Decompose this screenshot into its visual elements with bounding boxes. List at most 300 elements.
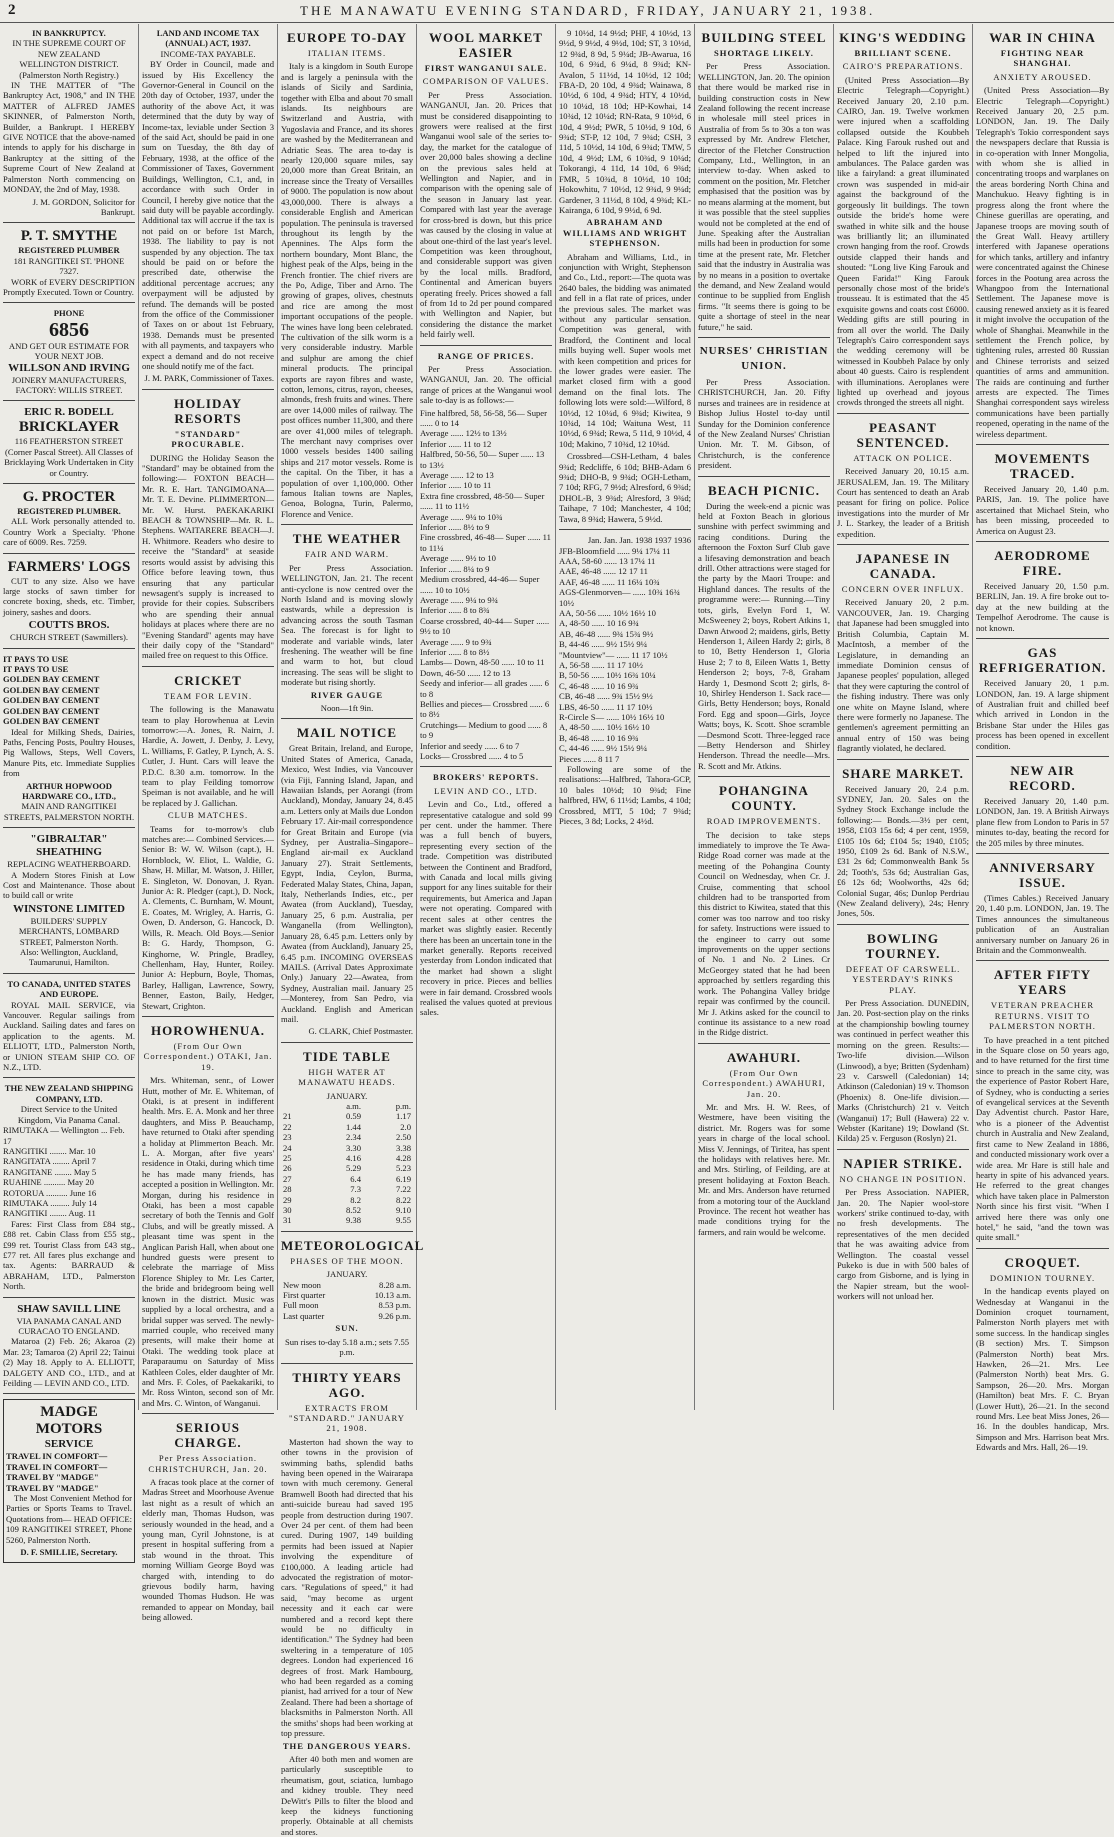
madge-advert bbox=[3, 1399, 135, 1562]
bowling-body: Per Press Association. DUNEDIN, Jan. 20. Post-section play on the rinks at the championship bowling tourney was continued in perfect weather this morning on the green. Results:— Two-life division.—Wilson (Linwood), a bye; Britten (Sydenham) 23 v. Carswell (Caledonian) 14; Atkinson (Caledonian) 19 v. Thomson (Phoenix) 8. One-life division.—Marks (Christchurch) 21 v. Veitch (Wanganui) 17; Bull (Hawera) 22 v. Webster (Karitane) 19; Dowland (St. Kilda) 25 v. Ferguson (Roslyn) 21. bbox=[837, 998, 969, 1144]
nz-shipping-body: Direct Service to the United Kingdom, Via Panama Canal. bbox=[17, 1104, 121, 1125]
tide-day: 31 bbox=[283, 1215, 292, 1226]
bankruptcy-heading: IN BANKRUPTCY. bbox=[32, 28, 106, 38]
price-row: Crutchings— Medium to good ...... 8 to 9 bbox=[420, 719, 548, 741]
comparison-row: CB, 46-48 ...... 9¾ 15½ 9½ bbox=[559, 691, 653, 702]
napier-sub: NO CHANGE IN POSITION. bbox=[839, 1173, 967, 1184]
price-row: Average ...... 9 to 9¾ bbox=[420, 636, 492, 647]
mail-sign: G. CLARK, Chief Postmaster. bbox=[308, 1026, 413, 1037]
tide-month: JANUARY. bbox=[326, 1090, 368, 1101]
met-heading: METEOROLOGICAL bbox=[281, 1237, 425, 1253]
weather-heading: THE WEATHER bbox=[292, 531, 402, 547]
wedding-body: (United Press Association—By Electric Telegraph—Copyright.) Received January 20, 2.10 p.m. CAIRO, Jan. 19. Twelve workmen were injured when a scaffolding collapsed outside the Koubbeh Palace. King Farouk rushed out and helped to lift the injured into ambulances. The Palace garden was like a fairyland: a great illuminated crown was suspended in mid-air against the background of the gorgeously lit buildings. The town outside the bride's home were swathed in white silk and the house was brilliantly lit; an illuminated crown hanging from the roof. Crowds outside clapped their hands and shouted: "Long live King Farouk and Queen Farida!" King Farouk personally chose most of the bride's trousseau. It is estimated that the 45 exquisite gowns and coats cost £6000. Wedding gifts are still pouring in from all over the world. The Daily Telegraph's Cairo correspondent says the wedding ceremony will be witnessed in Koubbeh Palace by only about 40 guests. Cairo is resplendent with illuminations. Aeroplanes were lighted up overhead and joyous crowds thronged the streets all night. bbox=[837, 74, 969, 408]
tide-am: 2.34 bbox=[345, 1132, 361, 1143]
divider bbox=[3, 302, 135, 303]
tide-am: 8.2 bbox=[350, 1194, 361, 1205]
tide-am: 1.44 bbox=[345, 1121, 361, 1132]
china-sub2: ANXIETY AROUSED. bbox=[993, 71, 1092, 82]
awahuri-heading: AWAHURI. bbox=[726, 1049, 802, 1065]
tide-pm: 2.0 bbox=[400, 1121, 411, 1132]
column-3 bbox=[278, 24, 425, 1837]
price-row: Extra fine crossbred, 48-50— Super ...... 11 to 11½ bbox=[420, 490, 545, 512]
tide-day: 25 bbox=[283, 1153, 292, 1163]
divider bbox=[976, 1248, 1109, 1249]
golden-bay-line: GOLDEN BAY CEMENT bbox=[3, 674, 100, 685]
fifty-sub: VETERAN PREACHER RETURNS. VISIT TO PALMERSTON NORTH. bbox=[989, 1000, 1096, 1032]
moon-heading: PHASES OF THE MOON. bbox=[290, 1255, 404, 1266]
price-row: Inferior ...... 10 to 11 bbox=[420, 480, 492, 491]
coutts-name: COUTTS BROS. bbox=[28, 619, 110, 632]
bankruptcy-body: IN THE MATTER of "The Bankruptcy Act, 1908," and IN THE MATTER of ALFRED JAMES SKINNER, of Palmerston North, Builder, a Bankrupt. I HEREBY GIVE NOTICE that the above-named intends to apply for his discharge in Bankruptcy at the sitting of the Supreme Court of New Zealand at Palmerston North commencing on MONDAY, the 2nd of May, 1938. bbox=[3, 80, 135, 195]
air-body: Received January 20, 1.40 p.m. LONDON, Jan. 19. A British Airways plane flew from London to Paris in 57 minutes to-day, beating the record for the 205 miles by three minutes. bbox=[976, 795, 1109, 848]
logs-heading: FARMERS' LOGS bbox=[7, 558, 131, 575]
nz-shipping-name: THE NEW ZEALAND SHIPPING COMPANY, LTD. bbox=[4, 1083, 134, 1104]
comparison-row: AA, 50-56 ...... 10½ 16½ 10 bbox=[559, 607, 656, 618]
tide-day: 24 bbox=[283, 1142, 292, 1153]
europe-heading: EUROPE TO-DAY bbox=[286, 30, 408, 45]
napier-body: Per Press Association. NAPIER, Jan. 20. The Napier wool-store workers' strike continued to-day, with no fresh developments. The representatives of the men decided that he was awaiting advice from Wellington. The coastal vessel Pukeko is due in with 500 bales of cargo from Gisborne, and is lying in the Napier stream, but the wool-workers will not unload her. bbox=[837, 1187, 969, 1302]
beach-body: During the week-end a picnic was held at Foxton Beach in glorious sunshine with perfect swimming and racing conditions. During the afternoon the Foxton Surf Club gave a lifesaving demonstration and beach drill. Other attractions were staged for the party by the Maori Troupe: and Highland dances. The results of the programme were:— Running.—Tiny tots, girls, Evelyn Ford 1, W. McSweeney 2; boys, Robert Atkins 1, Dawn Atwood 2; maidens, girls, Betty Henderson 1, Aileen Hardy 2; girls, 8 to 10, Betty Henderson 1, Gloria Huse 2; 7 to 8, Eileen Watts 1, Betty Henderson 2; boys, 7-8, Graham Hardy 1, Desmond Scott 2; girls, 8-10, Shirley Henderson 1. Sack race—Girls, Betty Henderson; boys, Ronald Ford. Egg and spoon—Girls, Joyce Watts; boys, K. Scott. Shoe scramble—Desmond Scott. Three-legged race—Betty Henderson and Shirley Henderson. Thread the needle—Mrs. R. Scott and Mr. Atkins. bbox=[698, 500, 830, 771]
holiday-heading: HOLIDAY RESORTS bbox=[174, 395, 242, 426]
fire-heading: AERODROME FIRE. bbox=[994, 548, 1091, 579]
column-1 bbox=[0, 24, 139, 1558]
moon-row bbox=[281, 1300, 413, 1310]
tide-heading: TIDE TABLE bbox=[303, 1048, 391, 1064]
columns bbox=[0, 24, 1114, 1837]
fire-body: Received January 20, 1.50 p.m. BERLIN, Jan. 19. A fire broke out to-day at the new building at the Tempelhof Aerodrome. The cause is not known. bbox=[976, 581, 1109, 633]
divider bbox=[3, 827, 135, 828]
divider bbox=[281, 1363, 413, 1364]
bodell-address: 116 FEATHERSTON STREET (Corner Pascal Street). All Classes of Bricklaying Work Undertaken in City or Country. bbox=[4, 436, 134, 478]
croquet-heading: CROQUET. bbox=[1004, 1254, 1081, 1270]
anniv-body: (Times Cables.) Received January 20, 1.40 p.m. LONDON, Jan. 19. The Times announces the simultaneous publication of an Australian anniversary number on January 26 in Britain and the Commonwealth. bbox=[976, 892, 1109, 955]
thirty-sub: EXTRACTS FROM "STANDARD." JANUARY 21, 1908. bbox=[288, 1402, 406, 1434]
divider bbox=[3, 1297, 135, 1298]
masthead-title: THE MANAWATU EVENING STANDARD, FRIDAY, JANUARY 21, 1938. bbox=[300, 3, 876, 18]
anniv-heading: ANNIVERSARY ISSUE. bbox=[989, 859, 1096, 890]
divider bbox=[837, 759, 969, 760]
moon-row bbox=[281, 1311, 413, 1321]
masthead bbox=[0, 0, 1114, 23]
abraham-body: Abraham and Williams, Ltd., in conjunction with Wright, Stephenson and Co., Ltd., report:—The quota was 2640 bales, the bidding was animated and fell in a flat rate of prices, under the previous sales. The market was without any particular sensation. Competition was general, with Bradford, the Continent and local mills buying well. Super wools met with keen competition and prices for the lower grades were easier. The market closed firm with a good demand on the final lots. The following lots were sold:—Wilford, 8 10½d, 12 10¼d, 6 9¾d; Kiwitea, 9 10¾d, 14 10d; Waituna West, 11 10½d, 6 9¾d; Rewa, 5 11d, 9 10½d, 4 10d; Makino, 7 10¾d, 12 10¼d. bbox=[559, 251, 691, 449]
procter-name: G. PROCTER bbox=[22, 489, 116, 505]
smythe-address: 181 RANGITIKEI ST. 'PHONE 7327. bbox=[13, 255, 125, 277]
horowhenua-heading: HOROWHENUA. bbox=[151, 1022, 265, 1038]
column-5 bbox=[556, 24, 695, 1410]
tide-pm: 8.22 bbox=[395, 1194, 411, 1205]
moon-table bbox=[281, 1280, 413, 1322]
sailing-row: ROTORUA .......... June 16 bbox=[3, 1187, 97, 1198]
divider bbox=[837, 413, 969, 414]
bowling-sub: DEFEAT OF CARSWELL. YESTERDAY'S RINKS PLAY. bbox=[845, 963, 961, 995]
tide-col-head bbox=[281, 1101, 314, 1111]
tide-table bbox=[281, 1101, 413, 1226]
price-row: Average ...... 12½ to 13½ bbox=[420, 428, 507, 439]
tide-day: 22 bbox=[283, 1121, 292, 1132]
danger-heading: THE DANGEROUS YEARS. bbox=[282, 1740, 412, 1751]
savill-name: SHAW SAVILL LINE bbox=[17, 1302, 121, 1315]
madge-sign: D. F. SMILLIE, Secretary. bbox=[20, 1547, 118, 1558]
phone-label: PHONE bbox=[53, 308, 85, 319]
nurses-body: Per Press Association. CHRISTCHURCH, Jan. 20. Fifty nurses and trainees are in residence at Bishop Julius Hostel to-day until Sunday for the Dominion conference of the New Zealand Nurses' Christian Union. Mr. T. M. Gibson, of Christchurch, is the conference president. bbox=[698, 376, 830, 471]
sailing-row: RANGITIKI ........ Aug. 11 bbox=[3, 1208, 96, 1219]
bankruptcy-sign: J. M. GORDON, Solicitor for Bankrupt. bbox=[32, 196, 135, 217]
phone-number: 6856 bbox=[49, 318, 89, 341]
savill-sub: VIA PANAMA CANAL AND CURACAO TO ENGLAND. bbox=[16, 1315, 122, 1336]
gas-heading: GAS REFRIGERATION. bbox=[978, 645, 1107, 676]
madge-line: TRAVEL BY "MADGE" bbox=[6, 1472, 99, 1483]
croquet-sub: DOMINION TOURNEY. bbox=[989, 1272, 1096, 1283]
moon-phase: Last quarter bbox=[283, 1310, 325, 1321]
peasant-heading: PEASANT SENTENCED. bbox=[856, 419, 950, 450]
pohangina-body: The decision to take steps immediately to improve the Te Awa-Ridge Road corner was made at the meeting of the Pohangina County Council on Wednesday, when Cr. J. Cruise, commenting that school children had to be transported from this district to Kiwitea, stated that this comer was too narrow and too risky for safety. Instructions were issued to the engineer to carry out some improvements on the upper sections of No. 1 and No. 2 Lines. Cr McGeorgey stated that he had been approached by settlers regarding this work. The Pohangina Valley bridge repair was confirmed by the council. Mr J. Atkins asked for the council to continue its assistance to a new road in the Ridge district. bbox=[698, 829, 830, 1038]
moon-time: 8.28 a.m. bbox=[379, 1279, 411, 1290]
holiday-sub: "STANDARD" PROCURABLE. bbox=[171, 428, 245, 450]
golden-bay-body: Ideal for Milking Sheds, Dairies, Paths, Fencing Posts, Poultry Houses, Pig Wallows, Steps, Well Covers, Manure Pits, etc. Immediate Supplies from bbox=[3, 726, 135, 779]
bankruptcy-court: IN THE SUPREME COURT OF NEW ZEALAND bbox=[12, 38, 126, 59]
tide-am: 3.30 bbox=[345, 1142, 361, 1153]
sailing-row: RANGITIKI ........ Mar. 10 bbox=[3, 1145, 96, 1156]
club-body: Teams for to-morrow's club matches are:— Combined Services.—Senior B: W. W. Wilson (capt.), H. Hornblock, W. Eliot, L. Waldie, G. Shaw, H. Millar, M. Watson, J. Hiller, E. Singleton, W. Donovan, J. Ryan. Junior A: R. Pledger (capt.), D. Nock, A. Clements, C. Burnham, W. Mount, E. Coates, M. Wrigley, A. Harris, G. Owen, D. Anderson, G. Hancock, D. Wills, R. Meach. Old Boys.—Senior B: G. Hardy, Thompson, G. Kinghorne, W. Pringle, Bradley, Chellenham, Hay, Hunter, Roiley. Junior A: Hepburn, Boyle, Thomas, Barley, Halligan, Lawrence, Sowry, Benner, Easton, Baily, Hedger, Stewart, Crighton. bbox=[142, 823, 274, 1011]
fifty-heading: AFTER FIFTY YEARS bbox=[993, 967, 1092, 998]
tide-row bbox=[281, 1215, 413, 1225]
moon-phase: First quarter bbox=[283, 1290, 326, 1301]
winstone-name: WINSTONE LIMITED bbox=[13, 902, 125, 915]
divider bbox=[3, 648, 135, 649]
comparison-row: JFB-Bloomfield ...... 9¼ 17¼ 11 bbox=[559, 545, 671, 556]
price-row: Lambs— Down, 48-50 ...... 10 to 11 bbox=[420, 657, 545, 668]
tide-pm: 1.17 bbox=[395, 1111, 411, 1122]
tide-day: 26 bbox=[283, 1163, 292, 1174]
tide-sub: HIGH WATER AT MANAWATU HEADS. bbox=[298, 1066, 396, 1088]
comparison-row: R-Circle S— ...... 10½ 16½ 10 bbox=[559, 712, 665, 722]
winstone-address: Also: Wellington, Auckland, Taumarunui, Hamilton. bbox=[20, 947, 118, 968]
tide-am: 9.38 bbox=[345, 1215, 361, 1226]
japanese-sub: CONCERN OVER INFLUX. bbox=[841, 584, 965, 595]
tide-col-head: a.m. bbox=[346, 1100, 361, 1111]
willson-trade: JOINERY MANUFACTURERS, FACTORY: WILLIS STREET. bbox=[11, 374, 127, 395]
gibraltar-tag: REPLACING WEATHERBOARD. bbox=[7, 859, 131, 870]
weather-body: Per Press Association. WELLINGTON, Jan. 21. The recent anti-cyclone is now centred over the North Island and is moving slowly eastwards, while a depression is advancing across the south Tasman Sea. The forecast is for light to moderate and variable winds, later freshening. The weather will be fine and warm to hot, but cloud increasing. The seas will be slight to moderate but rising shortly. bbox=[281, 562, 413, 688]
smythe-body: WORK of EVERY DESCRIPTION Promptly Executed. Town or Country. bbox=[3, 276, 135, 297]
comparison-row: B, 50-56 ...... 10½ 16¾ 10¼ bbox=[559, 670, 656, 681]
price-row: Average ...... 12 to 13 bbox=[420, 470, 494, 481]
range-heading: RANGE OF PRICES. bbox=[437, 350, 535, 361]
golden-bay-line: GOLDEN BAY CEMENT bbox=[3, 716, 100, 727]
willson-intro: AND GET OUR ESTIMATE FOR YOUR NEXT JOB. bbox=[8, 340, 130, 362]
tide-pm: 7.22 bbox=[395, 1184, 411, 1195]
share-body: Received January 20, 2.4 p.m. SYDNEY, Jan. 20. Sales on the Sydney Stock Exchange include the following:— Bonds.—3½ per cent, 1958, £103 15s 6d; 4 per cent, 1959, £105 10s 6d; £104 5s; 1940, £105; 1950, £109 2s 6d. Bank of N.S.W., £31 2s 6d; Commonwealth Bank 5s 2d; Tooth's, 53s 6d; Australian Gas, £6 12s 6d; Woolworths, 42s 6d; Colonial Sugar, 46s; Dunlop Perdriau (New Zealand delivery), 24s; Henry Jones, 50s. bbox=[837, 783, 969, 919]
divider bbox=[3, 222, 135, 223]
divider bbox=[420, 766, 552, 767]
tide-pm: 4.28 bbox=[395, 1153, 411, 1163]
madge-lines bbox=[6, 1451, 132, 1493]
moon-month: JANUARY. bbox=[326, 1269, 368, 1280]
canada-body: ROYAL MAIL SERVICE, via Vancouver. Regular sailings from Auckland. Sailing dates and fares on application to the agents. M. ELLIOTT, LTD., Palmerston North, or UNION STEAM SHIP CO. OF N.Z., LTD. bbox=[3, 999, 135, 1073]
tide-am: 5.29 bbox=[345, 1163, 361, 1174]
price-row: Bellies and pieces— Crossbred ...... 6 to 8½ bbox=[420, 698, 550, 720]
price-row: Down, 46-50 ...... 12 to 13 bbox=[420, 667, 511, 678]
golden-bay-line: IT PAYS TO USE bbox=[3, 653, 69, 664]
china-heading: WAR IN CHINA bbox=[989, 30, 1096, 45]
tax-body: BY Order in Council, made and issued by His Excellency the Governor-General in Council on the 20th day of October, 1937, under the authority of the above Act, it was determined that the duty by way of Income-tax, leviable under Section 3 of the said Act, should be paid in one sum on Tuesday, the 8th day of February, 1938, at the office of the Commissioner of Taxes, Government Buildings, Wellington, C.1, and, in accordance with such Order in Council, I hereby give notice that the said duty will be payable accordingly. Additional tax will accrue if the tax is not paid on or before 1st March, 1938. The liability to pay is not suspended by any objection. The tax should be paid on or before the prescribed date, otherwise the additional percentage accrues; any overpayment will be adjusted by refund. The demands will be posted from the office of the Commissioner of Taxes on or about 1st February, 1938. Demands must be presented with all payments, and taxpayers who expect a demand and do not receive one should notify me of the fact. bbox=[142, 59, 274, 371]
moon-time: 10.13 a.m. bbox=[374, 1290, 411, 1301]
moon-time: 8.53 p.m. bbox=[378, 1300, 411, 1311]
bankruptcy-district: WELLINGTON DISTRICT. bbox=[19, 59, 119, 70]
price-row: Average ...... 9¼ to 9¾ bbox=[420, 594, 499, 605]
comparison-row: C, 46-48 ...... 10 16 9¾ bbox=[559, 680, 639, 691]
tide-row bbox=[281, 1122, 413, 1132]
tide-row bbox=[281, 1163, 413, 1173]
wool-sub: FIRST WANGANUI SALE. bbox=[424, 63, 548, 73]
comparison-table-title: Jan. Jan. Jan. 1938 1937 1936 bbox=[587, 535, 691, 546]
cricket-body: The following is the Manawatu team to play Horowhenua at Levin tomorrow:—A. Jones, R. Nairn, J. Hardie, A. Jowett, J. Denby, J. Levy, L. Williams, F. Gatley, P. Lynch, A. S. Cutler, J. Hunt. Cars will leave the P.D.C. 8.30 a.m. tomorrow. In the team to play Feilding tomorrow Speiman is not available, and he will be replaced by J. Gallichan. bbox=[142, 704, 274, 808]
napier-heading: NAPIER STRIKE. bbox=[843, 1155, 963, 1171]
tide-row bbox=[281, 1195, 413, 1205]
tax-sub: INCOME-TAX PAYABLE. bbox=[160, 48, 256, 59]
danger-body: After 40 both men and women are particularly susceptible to rheumatism, gout, sciatica, lumbago and kidney trouble. They need DeWitt's Pills to filter the blood and keep the kidneys functioning properly. Obtainable at all chemists and stores. bbox=[281, 1753, 413, 1837]
abraham-heading: ABRAHAM AND WILLIAMS AND WRIGHT STEPHENSON. bbox=[562, 217, 688, 249]
divider bbox=[976, 756, 1109, 757]
comparison-row: B, 44-46 ...... 9½ 15½ 9¼ bbox=[559, 639, 648, 650]
divider bbox=[3, 973, 135, 974]
procter-body: ALL Work personally attended to. Country Work a Specialty. 'Phone care of 6009. Res. 7259. bbox=[3, 516, 135, 548]
horowhenua-sub: (From Our Own Correspondent.) OTAKI, Jan. 19. bbox=[143, 1040, 273, 1072]
price-row: Fine halfbred, 58, 56-58, 56— Super ...... 0 to 14 bbox=[420, 407, 547, 428]
comparison-row: B, 46-48 ...... 10 16 9¾ bbox=[559, 732, 639, 743]
pohangina-sub: ROAD IMPROVEMENTS. bbox=[706, 816, 822, 827]
price-row: Locks— Crossbred ...... 4 to 5 bbox=[420, 751, 524, 761]
japanese-heading: JAPANESE IN CANADA. bbox=[855, 551, 951, 582]
divider bbox=[142, 666, 274, 667]
price-row: Inferior and seedy ...... 6 to 7 bbox=[420, 740, 520, 751]
mail-heading: MAIL NOTICE bbox=[296, 725, 398, 741]
comparison-row: "Mountview"— ...... 11 17 10½ bbox=[559, 649, 668, 660]
column-8 bbox=[973, 24, 1112, 1453]
golden-bay-line: GOLDEN BAY CEMENT bbox=[3, 695, 100, 706]
thirty-body: Masterton had shown the way to other towns in the provision of swimming baths, splendid baths having been opened in the Wairarapa town with much ceremony. General Bramwell Booth had directed that his anti-suicide bureau had saved 195 people from destruction during 1907. Over 24 per cent. of them had been cured. During 1907, 149 building permits had been issued at Napier involving the expenditure of £100,000. A leading article had advocated the registration of motor-cars. "Regulations of speed," it had said, "may become as urgent necessity and it each car were numbered and a record kept there would be no difficulty in identification." The Sydney had been sweltering in a temperature of 105 degrees. London had experienced 16 degrees of frost. Mark Hambourg, who had been regarded as a coming pianist, had arrived for a tour of New Zealand. There had been a shortage of blacksmiths in Palmerston North. All the smiths' shops had been working at top pressure. bbox=[281, 1436, 413, 1739]
sailing-row: RIMUTAKA ......... July 14 bbox=[3, 1197, 97, 1208]
price-list bbox=[420, 408, 552, 762]
steel-sub: SHORTAGE LIKELY. bbox=[714, 48, 814, 58]
tide-pm: 9.55 bbox=[395, 1215, 411, 1226]
sailing-row: RANGITANE ........ May 5 bbox=[3, 1166, 97, 1177]
moon-time: 9.26 p.m. bbox=[378, 1310, 411, 1321]
wedding-sub: BRILLIANT SCENE. bbox=[854, 48, 952, 58]
price-row: Halfbred, 50-56, 50— Super ...... 13 to 13½ bbox=[420, 449, 545, 470]
savill-body: Mataroa (2) Feb. 26; Akaroa (2) Mar. 23; Tamaroa (2) April 22; Tainui (2) May 18. Apply to A. ELLIOTT, DALGETY AND CO., LTD., and at Feilding — LEVIN AND CO., LTD. bbox=[3, 1336, 135, 1389]
comparison-row: A, 56-58 ...... 11 17 10½ bbox=[559, 659, 643, 670]
tide-pm: 6.19 bbox=[395, 1173, 411, 1184]
mail-body: Great Britain, Ireland, and Europe, United States of America, Canada, Mexico, West Indies, via Vancouver (via Fiji, Fanning Island, Japan, and Hawaiian Islands, per Aorangi (from Auckland), Monday, January 24, 8.45 a.m. Letters only at Mails due London February 17. Air-mail correspondence for Great Britain and Europe (via Sydney, per Australia–Singapore–England air-mail ex Auckland January 27). Strait Settlements, Egypt, India, Ceylon, Burma, Federated Malay States, China, Japan, Italy, Netherlands Indies, etc., per Awatea (from Auckland), Tuesday, January 25, 6 p.m. Australia, per Wanganella (from Wellington), January 28, 6.45 p.m. Letters only by Awatea (from Auckland), January 25, 6.45 p.m. INCOMING OVERSEAS MAILS. (Arrival Dates Approximate Only.) January 22—Awatea, from Sydney, Australian mail. January 25—Monterey, from San Pedro, via Auckland. English and American mail. bbox=[281, 743, 413, 1024]
bodell-name: ERIC R. BODELL bbox=[24, 406, 114, 419]
wool-body: Per Press Association. WANGANUI, Jan. 20. Prices that must be considered disappointing to growers were realised at the first Wanganui wool sale of the series to-day, the market for the catalogue of over 20,000 bales showing a decline on the previous sales held at Wellington and Napier, and in comparison with the opening sale of the season in January last year. Compared with last year the average for cross-bred is down, but this price was caused by the closing in value at about one-third of the last year's level. Competition was keen throughout, and considerable support was given by the local mills. Bradford, Continental and American buyers operating freely. Prices showed a fall of from 1d to 2d per pound compared with Wellington and Napier, but considering the distance the market held fairly well. bbox=[420, 89, 552, 340]
divider bbox=[281, 1231, 413, 1232]
tide-am: 0.59 bbox=[345, 1111, 361, 1122]
price-row: Inferior ...... 8 to 8¾ bbox=[420, 605, 490, 616]
serious-sub: Per Press Association. CHRISTCHURCH, Jan. 20. bbox=[148, 1453, 268, 1474]
price-row: Fine crossbred, 46-48— Super ...... 11 to 11¼ bbox=[420, 532, 551, 553]
column-6 bbox=[695, 24, 834, 1410]
divider bbox=[698, 776, 830, 777]
weather-sub: FAIR AND WARM. bbox=[304, 549, 390, 560]
sun-body: Sun rises to-day 5.18 a.m.; sets 7.55 p.m. bbox=[284, 1336, 410, 1358]
tide-row bbox=[281, 1111, 413, 1121]
procter-trade: REGISTERED PLUMBER. bbox=[17, 506, 121, 516]
comparison-row: AGS-Glenmorven— ...... 10¾ 16¾ 10½ bbox=[559, 587, 681, 608]
willson-name: WILLSON AND IRVING bbox=[8, 361, 130, 374]
brokers-heading: BROKERS' REPORTS. bbox=[433, 772, 539, 783]
divider bbox=[698, 337, 830, 338]
moon-phase: New moon bbox=[283, 1279, 321, 1290]
sailings-body: Fares: First Class from £84 stg., £88 ret. Cabin Class from £55 stg., £99 ret. Tourist Class from £43 stg., £77 ret. All fares plus exchange and tax. Agents: BARRAUD & ABRAHAM, LTD., Palmerston North. bbox=[3, 1218, 135, 1292]
fifty-body: To have preached in a tent pitched in the Square close on 50 years ago, and to have returned for the first time since to preach in the same city, was the experience of Pastor Robert Hare, of Sydney, who is conducting a series of evangelical services at the Seventh Day Adventist church. Pastor Hare, who is a pioneer of the Adventist church in Australia and New Zealand, first came to New Zealand in 1886, and conducted missionary work over a wide area. Mr Hare is still hale and hearty in spite of his advanced years. He referred to the great changes which have taken place in Palmerston North since his first visit. "When I arrived here there was only one hotel," he said, "and the town was quite small." bbox=[976, 1034, 1109, 1243]
coutts-address: CHURCH STREET (Sawmillers). bbox=[9, 632, 128, 643]
horowhenua-body: Mrs. Whiteman, senr., of Lower Hutt, mother of Mr. E. Whiteman, of Otaki, is at present in indifferent health. Mrs. E. A. Monk and her three daughters, and Miss P. Beauchamp, have returned to Otaki after spending a holiday at Plimmerton Beach. Mr. L. A. Morgan, after five years' residence in Otaki, during which time he has made many friends, has accepted a position in Wellington. Mr. Morgan, during his residence in Otaki, has been a most capable secretary of both the Tennis and Golf Clubs, and will be greatly missed. A pleasant time was spent in the Anglican Parish Hall, when about one hundred guests were present to celebrate the marriage of Miss Florence Shipley to Mr. Les Carter, the bride and bridegroom being well known in the district. Music was supplied by a local orchestra, and a bridal supper was served. The newly-married couple, who received many presents, will make their home at Otaki. The wedding took place at Paraparaumu on Saturday of Miss Kathleen Coles, elder daughter of Mr. and Mrs. F. Coles, of Paekakariki, to Mr. Ross Winton, second son of Mr. and Mrs. C. Winton, of Wanganui. bbox=[142, 1075, 274, 1408]
price-row: Inferior ...... 8 to 8½ bbox=[420, 646, 490, 657]
serious-heading: SERIOUS CHARGE. bbox=[174, 1420, 242, 1451]
divider bbox=[698, 1043, 830, 1044]
brokers-sub: LEVIN AND CO., LTD. bbox=[434, 785, 538, 796]
column-7 bbox=[834, 24, 973, 1410]
tide-row bbox=[281, 1153, 413, 1163]
hopwood-address: MAIN AND RANGITIKEI STREETS, PALMERSTON NORTH. bbox=[3, 801, 135, 822]
divider bbox=[3, 1393, 135, 1394]
sailings-list bbox=[3, 1125, 135, 1219]
closing-body: Following are some of the realisations:—Halfbred, Tahora-GCP, 10 bales 10½d; 10 9¾d; Fine halfbred, HW, 6 11½d; Lambs, 4 10d; Crossbred, MTT, 5 10d; 7 9¾d; Pieces, 3 8d; Locks, 2 4½d. bbox=[559, 764, 691, 827]
hopwood-name: ARTHUR HOPWOOD HARDWARE CO., LTD., bbox=[22, 780, 116, 801]
column-4 bbox=[417, 24, 556, 1410]
tide-day: 23 bbox=[283, 1132, 292, 1143]
china-body: (United Press Association—By Electric Telegraph—Copyright.) Received January 20, 2.5 p.m. LONDON, Jan. 19. The Daily Telegraph's Tokio correspondent says the newspapers declare that Russia is in co-operation with Inner Mongolia, with whom she is allied in concentrating troops and warplanes on the areas bordering North China and Manchukuo. Heavy fighting is in progress along the front where the Chinese guerillas are operating, and Japanese troops are moving south of the Great Wall. Heavy artillery interfered with Japanese operations for which tanks, artillery and infantry were concentrated against the Chinese forces in the Pootung area across the Whangpoo from the International Settlement. The Japanese move is causing renewed anxiety as it is feared it might involve the occupation of the whole of Shanghai. Meanwhile in the settlement the French police, by tightening rules, arrested 80 Russian and Chinese terrorists and seized quantities of arms and ammunition. The raids are continuing and further arrests are expected. The Times Shanghai correspondent says wireless communications have been partially reopened, operating in the name of the wireless department. bbox=[976, 85, 1109, 439]
sailing-row: RUAHINE .......... May 20 bbox=[3, 1177, 94, 1188]
tide-am: 7.3 bbox=[350, 1184, 361, 1195]
divider bbox=[698, 476, 830, 477]
price-row: Inferior ...... 8¼ to 9 bbox=[420, 563, 490, 574]
divider bbox=[281, 718, 413, 719]
air-heading: NEW AIR RECORD. bbox=[1009, 762, 1076, 793]
tax-sign: J. M. PARK, Commissioner of Taxes. bbox=[144, 373, 274, 384]
croquet-body: In the handicap events played on Wednesday at Wanganui in the Dominion croquet tournament, Palmerston North players met with some success. In the handicap singles (B section) Mrs. T. Simpson (Palmerston North) beat Mrs. Hawken, 26—21. Mrs. Lee (Palmerston North) beat Mrs. G. Sampson, 26—20. Mrs. Morgan (Hamilton) beat Mrs. F. C. Bryan (Lower Hutt), 26—21. In the second round Mrs. Lee beat Miss Jones, 26—16. In the doubles handicap, Mrs. Simpson and Mrs. Harrison beat Mrs. Edwards and Mrs. Hall, 26—19. bbox=[976, 1286, 1109, 1453]
holiday-body: DURING the Holiday Season the "Standard" may be obtained from the following:— FOXTON BEACH—Mr. R. E. Hart. TANGIMOANA—Mr. T. E. Devine. PLIMMERTON—Mr. W. Hurst. PAEKAKARIKI BEACH & TOWNSHIP—Mr. R. L. Stephens. WAITARERE BEACH—J. H. Whitmore. Readers who desire to receive the "Standard" at seaside resorts would assist by advising this Office before leaving town, thus ensuring that any particular newsagent's supply is increased to provide for their copies. Subscribers who are spending their annual holidays at places where there are no "Evening Standard" agents may have their daily copy of the "Standard" mailed free on request to this Office. bbox=[142, 452, 274, 661]
moon-phase: Full moon bbox=[283, 1300, 319, 1311]
wool-heading: WOOL MARKET EASIER bbox=[429, 30, 543, 60]
china-sub: FIGHTING NEAR SHANGHAI. bbox=[1000, 48, 1085, 69]
canada-heading: TO CANADA, UNITED STATES AND EUROPE. bbox=[7, 978, 131, 1000]
lots-body: 9 10½d, 14 9½d; PHF, 4 10½d, 13 9½d, 9 9½d, 4 9½d, 10d; ST, 3 10½d, 12 9¾d, 8 9d, 5 9¼d; JB-Awarua, 16 10d, 6 9¾d, 6 9¼d, 8 9¾d; KN-Avalon, 5 11½d, 14 10½d, 12 10d; FBA-D, 20 10d, 4 9¾d; Wainawa, 8 10½d, 6 10d, 4 9¾d; HTY, 4 10½d, 10 10¼d, 18 10d; HP-Kowhai, 14 10¾d, 12 10¼d; RN-Rata, 9 10½d, 6 10d, 4 9½d; PWR, 5 10½d, 9 10d, 6 9¾d; ST-P, 12 10d, 7 9¾d; CSH, 3 11d, 5 10½d, 14 10d, 6 9¾d; TMW, 5 10d, 4 9½d; LM, 6 10¾d, 9 10¼d; Tokorangi, 4 11d, 14 10d, 6 9¾d; FMR, 5 10¾d, 8 10½d, 10 10d; Hokowhitu, 7 10½d, 12 9¾d, 9 9¼d; Gardener, 3 11½d, 8 10d, 4 9¾d; KL-Kairanga, 6 10d, 9 9½d, 6 9d. bbox=[559, 28, 691, 215]
madge-line: TRAVEL BY "MADGE" bbox=[6, 1482, 99, 1493]
peasant-sub: ATTACK ON POLICE. bbox=[853, 452, 953, 463]
tide-day: 27 bbox=[283, 1173, 292, 1184]
serious-body: A fracas took place at the corner of Madras Street and Moorhouse Avenue last night as a result of which an elderly man, Thomas Hudson, was seriously wounded in the head, and a young man, Cyril Johnstone, is at present in hospital suffering from a stab wound in the throat. This morning William George Boyd was charged with, intending to do grievous bodily harm, having wounded Thomas Hudson. He was remanded to appear on Monday, bail being allowed. bbox=[142, 1476, 274, 1623]
divider bbox=[976, 638, 1109, 639]
movements-body: Received January 20, 1.40 p.m. PARIS, Jan. 19. The police have ascertained that Michael Stein, who has been missing, proceeded to America on August 23. bbox=[976, 484, 1109, 536]
cricket-heading: CRICKET bbox=[174, 672, 242, 688]
divider bbox=[281, 524, 413, 525]
thirty-heading: THIRTY YEARS AGO. bbox=[292, 1369, 402, 1400]
sailing-row: RIMUTAKA — Wellington ... Feb. 17 bbox=[3, 1125, 125, 1146]
comparison-row: LBS, 46-50 ...... 11 17 10½ bbox=[559, 701, 653, 712]
column-2 bbox=[139, 24, 278, 1623]
price-row: Average ...... 9¼ to 10¾ bbox=[420, 511, 503, 522]
river-reading: Noon—1ft 9in. bbox=[320, 702, 374, 713]
divider bbox=[837, 1149, 969, 1150]
comparison-row: C, 44-46 ...... 9½ 15½ 9¼ bbox=[559, 743, 648, 754]
divider bbox=[976, 853, 1109, 854]
gibraltar-body: A Modern Stores Finish at Low Cost and Maintenance. Those about to build call or write bbox=[3, 869, 135, 901]
europe-sub: ITALIAN ITEMS. bbox=[307, 48, 387, 58]
comparison-row: AAE, 46-48 ...... 12 17 11 bbox=[559, 566, 648, 577]
comparison-table bbox=[559, 546, 691, 765]
tide-row bbox=[281, 1132, 413, 1142]
winstone-trade: BUILDERS' SUPPLY MERCHANTS, LOMBARD STREET, Palmerston North. bbox=[18, 915, 120, 947]
logs-body: CUT to any size. Also we have large stocks of sawn timber for concrete boxing, sheds, etc. Timber, joinery, sashes and doors. bbox=[3, 575, 135, 617]
tide-pm: 3.38 bbox=[395, 1142, 411, 1153]
price-row: Coarse crossbred, 40-44— Super ...... 9½ to 10 bbox=[420, 615, 550, 637]
divider bbox=[837, 544, 969, 545]
steel-body: Per Press Association. WELLINGTON, Jan. 20. The opinion that there would be marked rise in building construction costs in New Zealand following the recent increase in wholesale mill steel prices in Australia of from 5s to 30s a ton was expressed by Mr. Andrew Fletcher, director of the Fletcher Construction Company, Ltd., Wellington, in an interview to-day. When asked to comment on the position, Mr. Fletcher emphasised that the position was by no means alarming at the moment, but it was possible that the steel supplies would not be completed at the end of June. Speaking after the Australian mills had been in production for some time at the present rate, Mr. Fletcher said that the industry in Australia was by no means in a position to overtake the demand, and New Zealand would continue to be supplied from English firms. "It seems there is going to be quite a shortage of steel in the near future," he said. bbox=[698, 61, 830, 332]
golden-bay-line: GOLDEN BAY CEMENT bbox=[3, 684, 100, 695]
comparison-row: Pieces ...... 8 11 7 bbox=[559, 753, 620, 764]
tide-pm: 2.50 bbox=[395, 1132, 411, 1143]
madge-service: SERVICE bbox=[44, 1438, 94, 1451]
comparison-row: AAF, 46-48 ...... 11 16¼ 10¾ bbox=[559, 576, 660, 587]
page-number: 2 bbox=[8, 2, 16, 18]
gibraltar-name: "GIBRALTAR" SHEATHING bbox=[30, 833, 108, 859]
tide-row bbox=[281, 1205, 413, 1215]
divider bbox=[420, 345, 552, 346]
nurses-heading: NURSES' CHRISTIAN UNION. bbox=[699, 344, 829, 372]
divider bbox=[3, 400, 135, 401]
awahuri-sub: (From Our Own Correspondent.) AWAHURI, Jan. 20. bbox=[702, 1067, 826, 1099]
awahuri-body: Mr. and Mrs. H. W. Rees, of Westmere, have been visiting the district. Mr. Rogers was for some years in charge of the local school. Miss V. Jennings, of Tiritea, has spent the holidays with relatives here. Mr. and Mrs. Stirling, of Feilding, are at present holidaying at Foxton Beach. Mr. and Mrs. Anderson have returned from a motoring tour of the Auckland Province. The recent hot weather has made conditions trying for the farmers, and rain would be welcome. bbox=[698, 1101, 830, 1237]
tide-row bbox=[281, 1174, 413, 1184]
bowling-heading: BOWLING TOURNEY. bbox=[865, 930, 941, 961]
smythe-name: P. T. SMYTHE bbox=[20, 228, 118, 245]
divider bbox=[142, 1016, 274, 1017]
tide-am: 6.4 bbox=[350, 1173, 361, 1184]
madge-body: The Most Convenient Method for Parties or Sports Teams to Travel. Quotations from— HEAD OFFICE: 109 RANGITIKEI STREET, Phone 5260, Palmerston North. bbox=[6, 1493, 132, 1545]
divider bbox=[559, 529, 691, 530]
wool-sub2: COMPARISON OF VALUES. bbox=[422, 76, 550, 87]
comparison-row: A, 48-50 ...... 10½ 16½ 10 bbox=[559, 722, 650, 733]
divider bbox=[976, 444, 1109, 445]
tax-heading: LAND AND INCOME TAX (ANNUAL) ACT, 1937. bbox=[156, 28, 260, 49]
sailing-row: RANGITATA ........ April 7 bbox=[3, 1156, 96, 1167]
moon-row bbox=[281, 1290, 413, 1300]
divider bbox=[976, 541, 1109, 542]
peasant-body: Received January 20, 10.15 a.m. JERUSALEM, Jan. 19. The Military Court has sentenced to death an Arab peasant for firing on police. Police investigations into the murder of Mr J. L. Starkey, the leader of a British expedition. bbox=[837, 466, 969, 539]
madge-line: TRAVEL IN COMFORT— bbox=[6, 1461, 108, 1472]
wedding-heading: KING'S WEDDING bbox=[839, 30, 967, 45]
comparison-row: AB, 46-48 ...... 9¾ 15¾ 9½ bbox=[559, 628, 654, 639]
movements-heading: MOVEMENTS TRACED. bbox=[994, 451, 1091, 482]
tide-header-row bbox=[281, 1101, 413, 1111]
divider bbox=[142, 1413, 274, 1414]
tide-row bbox=[281, 1184, 413, 1194]
golden-bay-line: GOLDEN BAY CEMENT bbox=[3, 705, 100, 716]
gas-body: Received January 20, 1 p.m. LONDON, Jan. 19. A large shipment of Australian fruit and chilled beef which arrived in London in the Brisbane Star under the Hiles gas process has been opened in excellent condition. bbox=[976, 678, 1109, 751]
price-row: Average ...... 9½ to 10 bbox=[420, 553, 496, 564]
tide-col-head: p.m. bbox=[395, 1100, 411, 1111]
wedding-sub2: CAIRO'S PREPARATIONS. bbox=[842, 61, 964, 72]
tide-day: 29 bbox=[283, 1194, 292, 1205]
bodell-trade: BRICKLAYER bbox=[18, 419, 120, 436]
madge-heading: MADGE MOTORS bbox=[35, 1404, 103, 1438]
tide-pm: 5.23 bbox=[395, 1163, 411, 1174]
tide-day: 21 bbox=[283, 1111, 292, 1122]
sun-heading: SUN. bbox=[335, 1323, 359, 1334]
